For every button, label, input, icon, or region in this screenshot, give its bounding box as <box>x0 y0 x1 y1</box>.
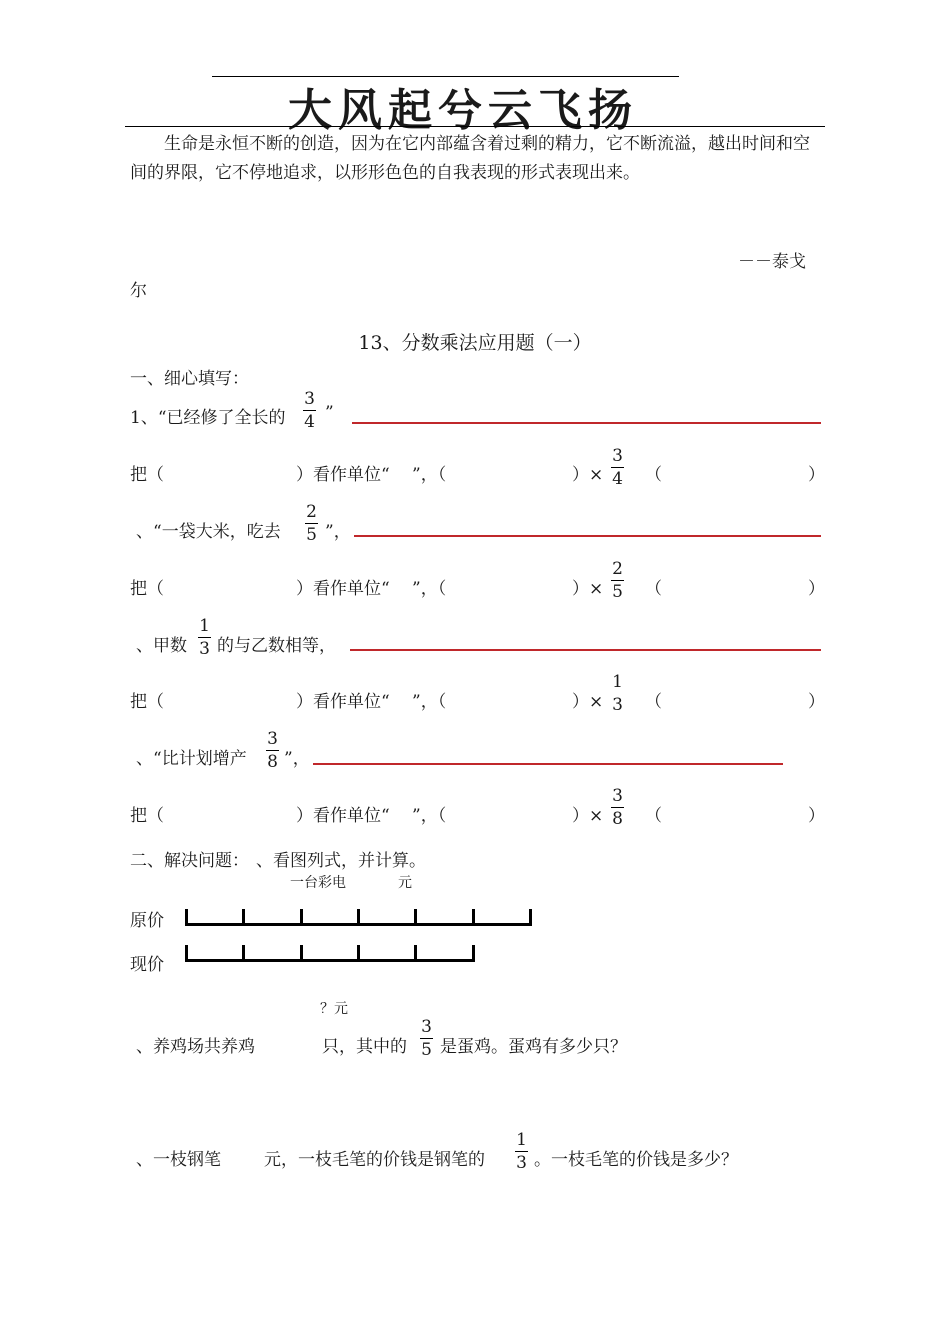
section-2-heading: 二、解决问题： <box>130 851 249 871</box>
row3-quote-close: ”，（ <box>412 692 447 712</box>
current-price-tick <box>300 945 303 962</box>
q3-prefix: 、甲数 <box>136 636 187 656</box>
p2-prefix: 、养鸡场共养鸡 <box>136 1037 255 1057</box>
diagram-bottom-label: ？元 <box>320 1001 348 1017</box>
original-price-tick <box>300 909 303 926</box>
quote-text: 生命是永恒不断的创造，因为在它内部蕴含着过剩的精力，它不断流溢，越出时间和空间的界限，它不停地追求，以形形色色的自我表现的形式表现出来。 <box>130 134 810 183</box>
row2-close: ） <box>808 579 825 599</box>
q2-answer-line[interactable] <box>354 535 821 537</box>
q4-answer-line[interactable] <box>313 763 783 765</box>
q4-fraction: 3 8 <box>267 729 278 772</box>
p2-fraction: 3 5 <box>421 1017 432 1060</box>
p3-mid: 元，一枝毛笔的价钱是钢笔的 <box>264 1150 485 1170</box>
quote-author: －－泰戈 <box>738 252 806 272</box>
section-2-subtask: 、看图列式，并计算。 <box>256 851 426 871</box>
q1-suffix: ” <box>325 403 334 423</box>
original-price-tick <box>357 909 360 926</box>
diagram-row-original-label: 原价 <box>130 911 164 931</box>
current-price-tick <box>414 945 417 962</box>
q4-suffix: ”， <box>284 749 310 769</box>
row1-close: ） <box>808 465 825 485</box>
p2-suffix: 是蛋鸡。蛋鸡有多少只？ <box>440 1037 627 1057</box>
original-price-tick <box>414 909 417 926</box>
row1-times: ）× <box>572 465 604 485</box>
p3-prefix: 、一枝钢笔 <box>136 1150 221 1170</box>
row3-ba: 把（ <box>130 692 164 712</box>
row4-fraction: 3 8 <box>612 786 623 829</box>
row2-unit-text: ）看作单位“ <box>296 579 390 599</box>
current-price-tick <box>185 945 188 962</box>
row4-quote-close: ”，（ <box>412 806 447 826</box>
row3-unit-text: ）看作单位“ <box>296 692 390 712</box>
diagram-row-current-label: 现价 <box>130 955 164 975</box>
row4-open: （ <box>645 806 662 826</box>
q1-answer-line[interactable] <box>352 422 821 424</box>
current-price-tick <box>242 945 245 962</box>
row1-ba: 把（ <box>130 465 164 485</box>
row4-ba: 把（ <box>130 806 164 826</box>
row2-ba: 把（ <box>130 579 164 599</box>
row2-open: （ <box>645 579 662 599</box>
row3-close: ） <box>808 692 825 712</box>
q2-suffix: ”， <box>325 522 351 542</box>
section-1-heading: 一、细心填写： <box>130 369 249 389</box>
original-price-tick <box>529 909 532 926</box>
p3-fraction: 1 3 <box>516 1130 527 1173</box>
row3-fraction: 1 3 <box>612 672 623 715</box>
q2-prefix: 、“一袋大米，吃去 <box>136 522 281 542</box>
row2-fraction: 2 5 <box>612 559 623 602</box>
row3-times: ）× <box>572 692 604 712</box>
q1-prefix: 1、“已经修了全长的 <box>130 408 286 428</box>
row1-quote-close: ”，（ <box>412 465 447 485</box>
row1-open: （ <box>645 465 662 485</box>
q3-fraction: 1 3 <box>199 616 210 659</box>
current-price-tick <box>472 945 475 962</box>
original-price-tick <box>185 909 188 926</box>
p2-mid: 只，其中的 <box>322 1037 407 1057</box>
q3-answer-line[interactable] <box>350 649 821 651</box>
row4-times: ）× <box>572 806 604 826</box>
q4-prefix: 、“比计划增产 <box>136 749 247 769</box>
diagram-top-unit: 元 <box>398 875 412 891</box>
q2-fraction: 2 5 <box>306 502 317 545</box>
row2-times: ）× <box>572 579 604 599</box>
current-price-tick <box>357 945 360 962</box>
row3-open: （ <box>645 692 662 712</box>
current-price-bar <box>185 959 474 962</box>
row1-unit-text: ）看作单位“ <box>296 465 390 485</box>
diagram-top-label: 一台彩电 <box>290 875 346 891</box>
p3-suffix: 。一枝毛笔的价钱是多少？ <box>534 1150 738 1170</box>
row2-quote-close: ”，（ <box>412 579 447 599</box>
banner-title: 大风起兮云飞扬 <box>288 85 638 136</box>
banner-bottom-rule <box>125 126 825 127</box>
row1-fraction: 3 4 <box>612 446 623 489</box>
q1-fraction: 3 4 <box>304 389 315 432</box>
original-price-tick <box>242 909 245 926</box>
q3-suffix: 的与乙数相等， <box>217 636 336 656</box>
row4-unit-text: ）看作单位“ <box>296 806 390 826</box>
original-price-tick <box>472 909 475 926</box>
row4-close: ） <box>808 806 825 826</box>
page-title: 13、分数乘法应用题（一） <box>358 332 592 354</box>
quote-author-cont: 尔 <box>130 281 147 301</box>
